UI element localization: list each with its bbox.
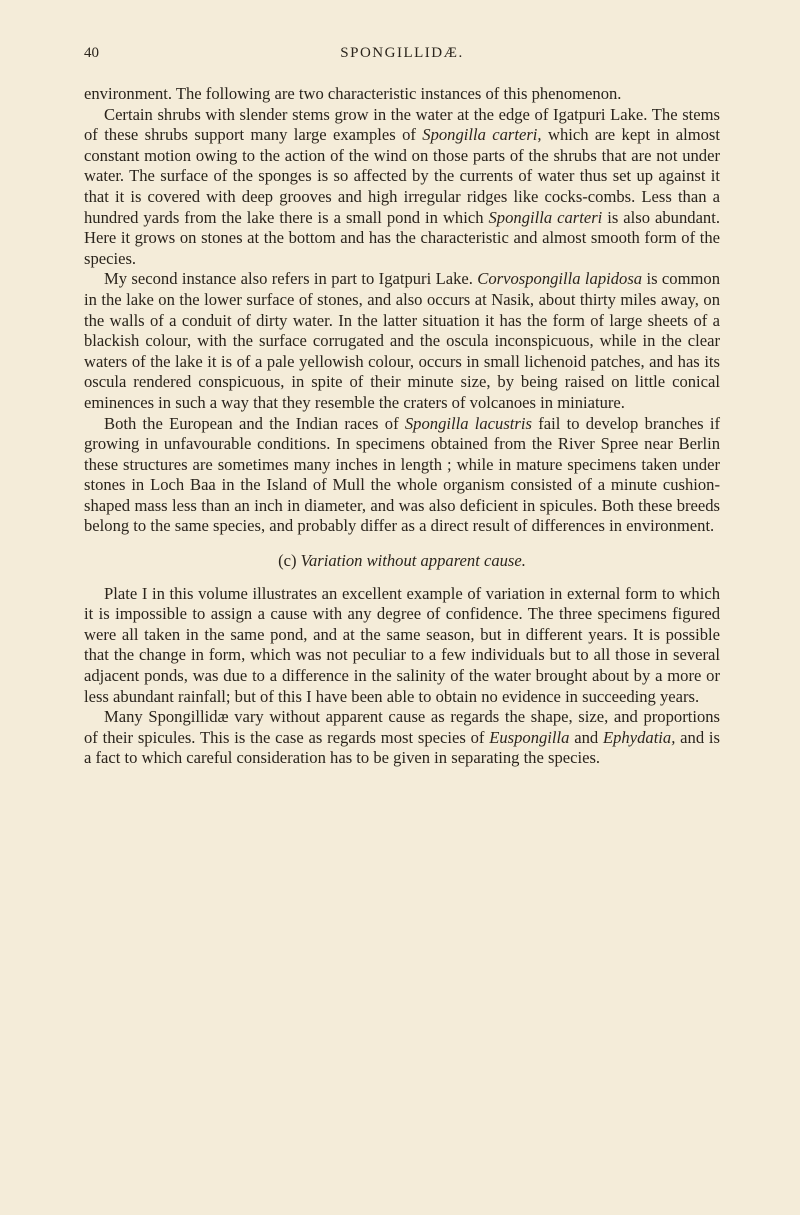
paragraph-text: fail to develop branches if growing in unfavourable conditions. In specimens obtained from the River Spree near Berlin these structures are sometimes many inches in length ; while in mature specimens taken under stones in Loch Baa in the Island of Mull the whole organism consisted of a minute cushion-shaped mass less than an inch in diameter, and was also deficient in spicules. Both these breeds belong to the same species, and probably differ as a direct result of differences in environment.: [84, 413, 720, 536]
paragraph-continuation: [84, 84, 720, 105]
species-name: Spongilla carteri: [488, 207, 603, 227]
paragraph-text: Plate I in this volume illustrates an excellent example of variation in external form to which it is impossible to assign a cause with any degree of confidence. The three specimens figured were all taken in the same pond, and at the same season, but in different years. It is possible that the change in form, which was not peculiar to a few individuals but to all those in several adjacent ponds, was due to a difference in the salinity of the water brought about by a more or less abundant rainfall; but of this I have been able to obtain no evidence in succeeding years.: [84, 583, 720, 706]
paragraph-text: which are kept in almost constant motion owing to the action of the wind on those parts of the shrubs that are not under water. The surface of the sponges is so affected by the currents of water thus set up against it that it is covered with deep grooves and high irregular ridges like cocks-combs. Less than a hundred yards from the lake there is a small pond in which: [84, 125, 720, 227]
species-name: Euspongilla: [489, 727, 570, 747]
species-name: Spongilla lacustris: [404, 413, 532, 433]
species-name: Spongilla carteri,: [422, 125, 542, 145]
paragraph-races: [84, 414, 720, 538]
body-text: [84, 84, 720, 769]
paragraph-text: Certain shrubs with slender stems grow in the water at the edge of Igatpuri Lake. The stems of these shrubs support many large examples of: [84, 104, 720, 145]
species-name: Ephydatia,: [603, 727, 676, 747]
paragraph-text: Many Spongillidæ vary without apparent cause as regards the shape, size, and proportions of their spicules. This is the case as regards most species of: [84, 707, 720, 747]
paragraph-text: is common in the lake on the lower surface of stones, and also occurs at Nasik, about thirty miles away, on the walls of a conduit of dirty water. In the latter situation it has the form of large sheets of a blackish colour, with the surface corrugated and the oscula inconspicuous, while in the clear waters of the lake it is of a pale yellowish colour, occurs in small lichenoid patches, and has its oscula rendered conspicuous, in spite of their minute size, by being raised on little conical eminences in such a way that they resemble the craters of volcanoes in miniature.: [84, 269, 720, 412]
section-title: Variation without apparent cause.: [300, 551, 526, 571]
paragraph-spicules: [84, 707, 720, 769]
page-number: 40: [84, 45, 99, 61]
paragraph-text: and is a fact to which careful consideration has to be given in separating the species.: [84, 727, 720, 768]
page-header: [84, 45, 720, 69]
paragraph-text: is also abundant. Here it grows on stones at the bottom and has the characteristic and almost smooth form of the species.: [84, 207, 720, 268]
paragraph-text: My second instance also refers in part to Igatpuri Lake.: [104, 269, 478, 289]
paragraph-igatpuri-shrubs: [84, 105, 720, 270]
running-head: SPONGILLIDÆ.: [340, 45, 464, 61]
paragraph-text: and: [569, 727, 603, 747]
paragraph-second-instance: [84, 269, 720, 413]
section-heading: [84, 551, 720, 572]
section-label: (c): [278, 551, 297, 571]
paragraph-text: environment. The following are two characteristic instances of this phenomenon.: [84, 84, 622, 103]
paragraph-plate: [84, 584, 720, 708]
species-name: Corvospongilla lapidosa: [477, 269, 643, 289]
paragraph-text: Both the European and the Indian races of: [104, 413, 405, 433]
